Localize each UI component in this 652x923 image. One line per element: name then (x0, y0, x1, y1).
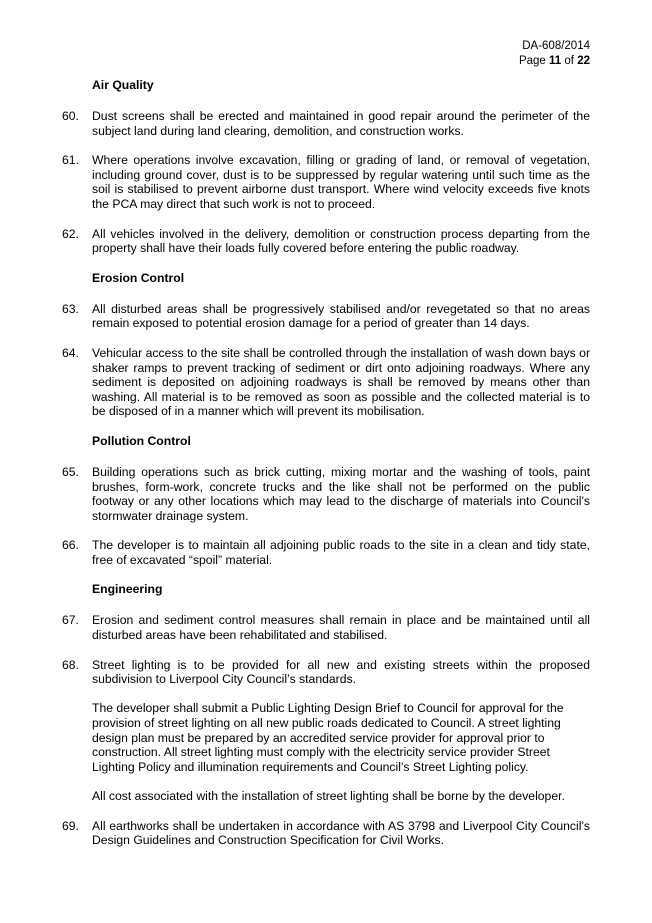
section-pollution-control (62, 434, 590, 568)
condition-number: 68. (62, 657, 79, 672)
condition-number: 69. (62, 818, 79, 833)
condition-paragraph: All earthworks shall be undertaken in accordance with AS 3798 and Liverpool City Council’s Design Guidelines and Construction Specification for Civil Works. (92, 818, 590, 848)
condition-item (62, 153, 590, 211)
section-erosion-control (62, 271, 590, 419)
condition-number: 66. (62, 538, 79, 553)
condition-text (92, 465, 590, 523)
condition-item (62, 658, 590, 804)
condition-paragraph: All cost associated with the installation of street lighting shall be borne by the developer. (92, 789, 565, 803)
condition-paragraph: All vehicles involved in the delivery, demolition or construction process departing from the property shall have their loads fully covered before entering the public roadway. (92, 226, 590, 256)
condition-paragraph: Dust screens shall be erected and maintained in good repair around the perimeter of the subject land during land clearing, demolition, and construction works. (92, 109, 590, 138)
condition-item (62, 346, 590, 419)
page-number (519, 54, 590, 69)
page-label: Page (518, 55, 546, 67)
condition-item (62, 613, 590, 642)
page-total: 22 (577, 55, 590, 67)
condition-paragraph: All disturbed areas shall be progressively stabilised and/or revegetated so that no areas remain exposed to potential erosion damage for a period of greater than 14 days. (92, 301, 590, 331)
condition-number: 61. (62, 153, 79, 168)
condition-item (62, 227, 590, 256)
condition-paragraph: Where operations involve excavation, filling or grading of land, or removal of vegetation, including ground cover, dust is to be suppressed by regular watering until such time as the soil is stabilised to prevent airborne dust transport. Where wind velocity exceeds five knots the PCA may direct that such work is not to proceed. (92, 153, 590, 211)
condition-number: 67. (62, 613, 79, 628)
document-body (62, 78, 590, 863)
condition-number: 65. (62, 464, 79, 479)
condition-text (92, 658, 590, 804)
condition-item (62, 819, 590, 848)
condition-paragraph: Erosion and sediment control measures shall remain in place and be maintained until all disturbed areas have been rehabilitated and stabilised. (92, 613, 590, 643)
condition-text (92, 227, 590, 256)
section-engineering (62, 582, 590, 847)
condition-number: 62. (62, 226, 79, 241)
condition-text (92, 613, 590, 642)
condition-text (92, 153, 590, 211)
condition-number: 63. (62, 301, 79, 316)
condition-text (92, 538, 590, 567)
condition-item (62, 109, 590, 138)
condition-text (92, 819, 590, 848)
condition-number: 60. (62, 109, 79, 123)
condition-paragraph: The developer shall submit a Public Lighting Design Brief to Council for approval for the provision of street lighting on all new public roads dedicated to Council. A street lighting design plan must be prepared by an accredited service provider for approval prior to construction. All street lighting must comply with the electricity service provider Street Lighting Policy and illumination requirements and Council’s Street Lighting policy. (92, 701, 564, 774)
section-heading: Erosion Control (92, 270, 185, 285)
document-reference: DA-608/2014 (522, 40, 590, 52)
page-current: 11 (549, 55, 562, 67)
section-heading: Air Quality (92, 78, 154, 92)
condition-paragraph: Building operations such as brick cutting, mixing mortar and the washing of tools, paint brushes, form-work, concrete trucks and the like shall not be performed on the public footway or any other locations which may lead to the discharge of materials into Council’s stormwater drainage system. (92, 464, 590, 523)
section-heading: Engineering (92, 582, 163, 597)
section-air-quality (62, 78, 590, 256)
condition-paragraph: Vehicular access to the site shall be controlled through the installation of wash down bays or shaker ramps to prevent tracking of sediment or dirt onto adjoining roadways. Where any sediment is deposited on adjoining roadways is shall be removed by means other than washing. All material is to be removed as soon as possible and the collected material is to be disposed of in a manner which will prevent its mobilisation. (92, 345, 590, 419)
condition-item (62, 538, 590, 567)
condition-text (92, 346, 590, 419)
condition-paragraph: The developer is to maintain all adjoining public roads to the site in a clean and tidy state, free of excavated “spoil” material. (92, 538, 590, 567)
condition-number: 64. (62, 345, 79, 360)
condition-text (92, 302, 590, 331)
condition-item (62, 465, 590, 523)
condition-item (62, 302, 590, 331)
condition-paragraph: Street lighting is to be provided for all new and existing streets within the proposed subdivision to Liverpool City Council’s standards. (92, 657, 590, 687)
section-heading: Pollution Control (92, 433, 191, 448)
page-header (519, 39, 590, 69)
page-of-label: of (564, 55, 574, 67)
condition-text (92, 109, 590, 138)
